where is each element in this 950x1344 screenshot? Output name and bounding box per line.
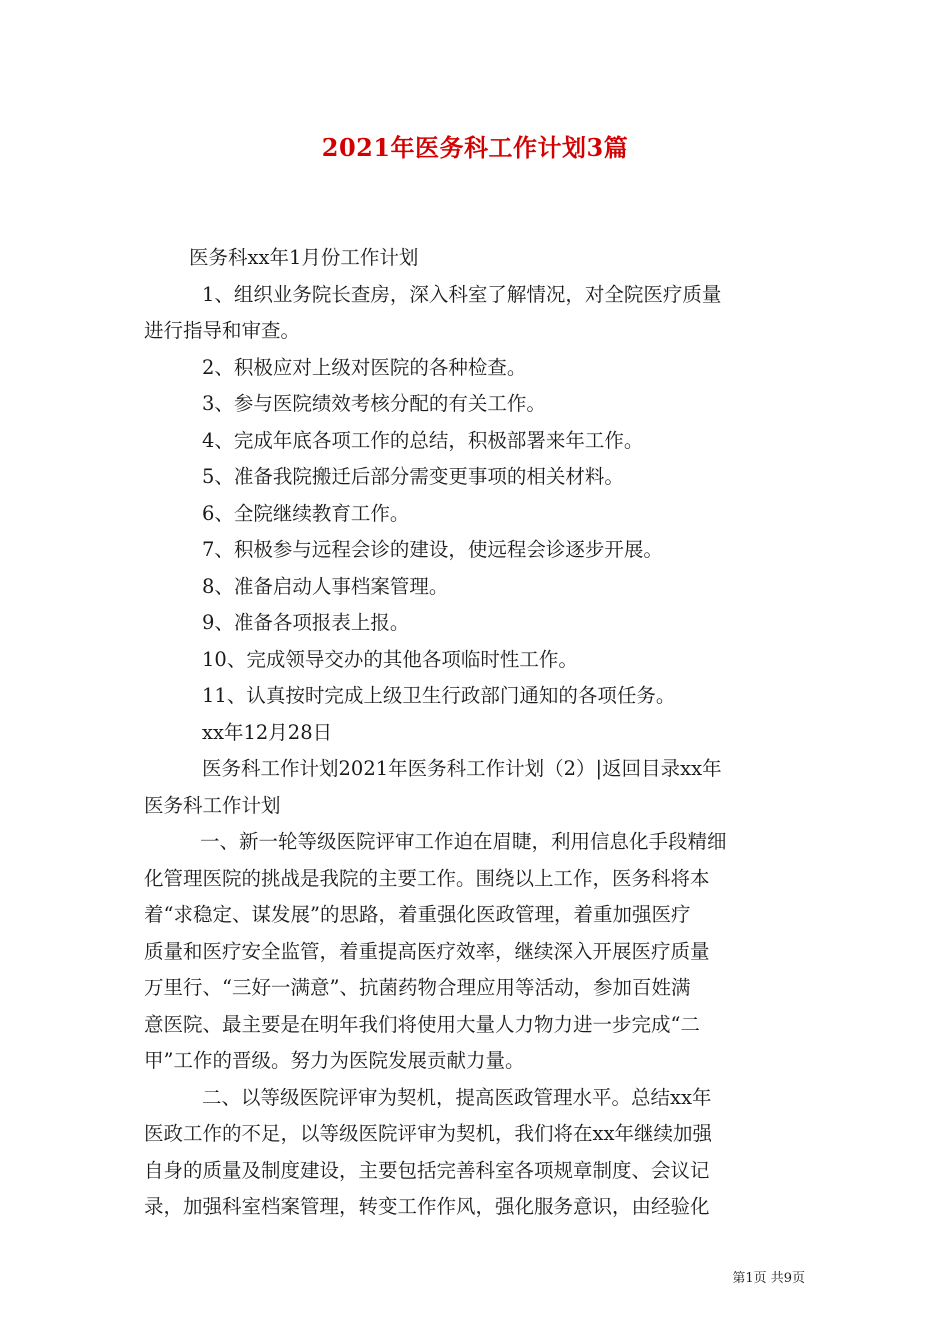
list-item-9: 9、准备各项报表上报。 bbox=[202, 611, 410, 634]
section-heading-january-plan: 医务科xx年1月份工作计划 bbox=[189, 246, 419, 269]
list-item-1: 1、组织业务院长查房，深入科室了解情况，对全院医疗质量 bbox=[202, 282, 722, 306]
paragraph-2-line-1: 二、以等级医院评审为契机，提高医政管理水平。总结xx年 bbox=[202, 1085, 712, 1109]
page-number: 第1页 共9页 bbox=[732, 1271, 805, 1286]
section-heading-plan-2: 医务科工作计划2021年医务科工作计划（2）|返回目录xx年 bbox=[202, 757, 722, 780]
paragraph-1-line-6: 意医院、最主要是在明年我们将使用大量人力物力进一步完成“二 bbox=[144, 1012, 700, 1036]
list-item-3: 3、参与医院绩效考核分配的有关工作。 bbox=[202, 392, 546, 415]
document-title: 2021年医务科工作计划3篇 bbox=[321, 133, 629, 162]
paragraph-2-line-2: 医政工作的不足，以等级医院评审为契机，我们将在xx年继续加强 bbox=[144, 1122, 712, 1145]
paragraph-1-line-2: 化管理医院的挑战是我院的主要工作。围绕以上工作，医务科将本 bbox=[144, 866, 710, 890]
date-line: xx年12月28日 bbox=[202, 720, 333, 744]
paragraph-1-line-7: 甲”工作的晋级。努力为医院发展贡献力量。 bbox=[144, 1049, 525, 1072]
list-item-11: 11、认真按时完成上级卫生行政部门通知的各项任务。 bbox=[202, 684, 676, 707]
list-item-4: 4、完成年底各项工作的总结，积极部署来年工作。 bbox=[202, 428, 644, 452]
paragraph-1-line-5: 万里行、“三好一满意”、抗菌药物合理应用等活动，参加百姓满 bbox=[144, 976, 691, 999]
list-item-6: 6、全院继续教育工作。 bbox=[202, 501, 410, 525]
list-item-7: 7、积极参与远程会诊的建设，使远程会诊逐步开展。 bbox=[202, 538, 663, 561]
list-item-8: 8、准备启动人事档案管理。 bbox=[202, 574, 449, 598]
list-item-5: 5、准备我院搬迁后部分需变更事项的相关材料。 bbox=[202, 465, 624, 488]
list-item-1-continued: 进行指导和审查。 bbox=[144, 319, 301, 342]
document-body bbox=[144, 240, 808, 1226]
list-item-2: 2、积极应对上级对医院的各种检查。 bbox=[202, 355, 527, 379]
paragraph-2-line-4: 录，加强科室档案管理，转变工作作风，强化服务意识，由经验化 bbox=[144, 1195, 710, 1218]
paragraph-1-line-3: 着“求稳定、谋发展”的思路，着重强化医政管理，着重加强医疗 bbox=[144, 903, 691, 926]
list-item-10: 10、完成领导交办的其他各项临时性工作。 bbox=[202, 647, 578, 671]
paragraph-2-line-3: 自身的质量及制度建设，主要包括完善科室各项规章制度、会议记 bbox=[144, 1158, 710, 1182]
paragraph-1-line-1: 一、新一轮等级医院评审工作迫在眉睫，利用信息化手段精细 bbox=[200, 830, 727, 853]
paragraph-1-line-4: 质量和医疗安全监管，着重提高医疗效率，继续深入开展医疗质量 bbox=[144, 939, 710, 963]
section-heading-plan-2-continued: 医务科工作计划 bbox=[144, 793, 281, 817]
